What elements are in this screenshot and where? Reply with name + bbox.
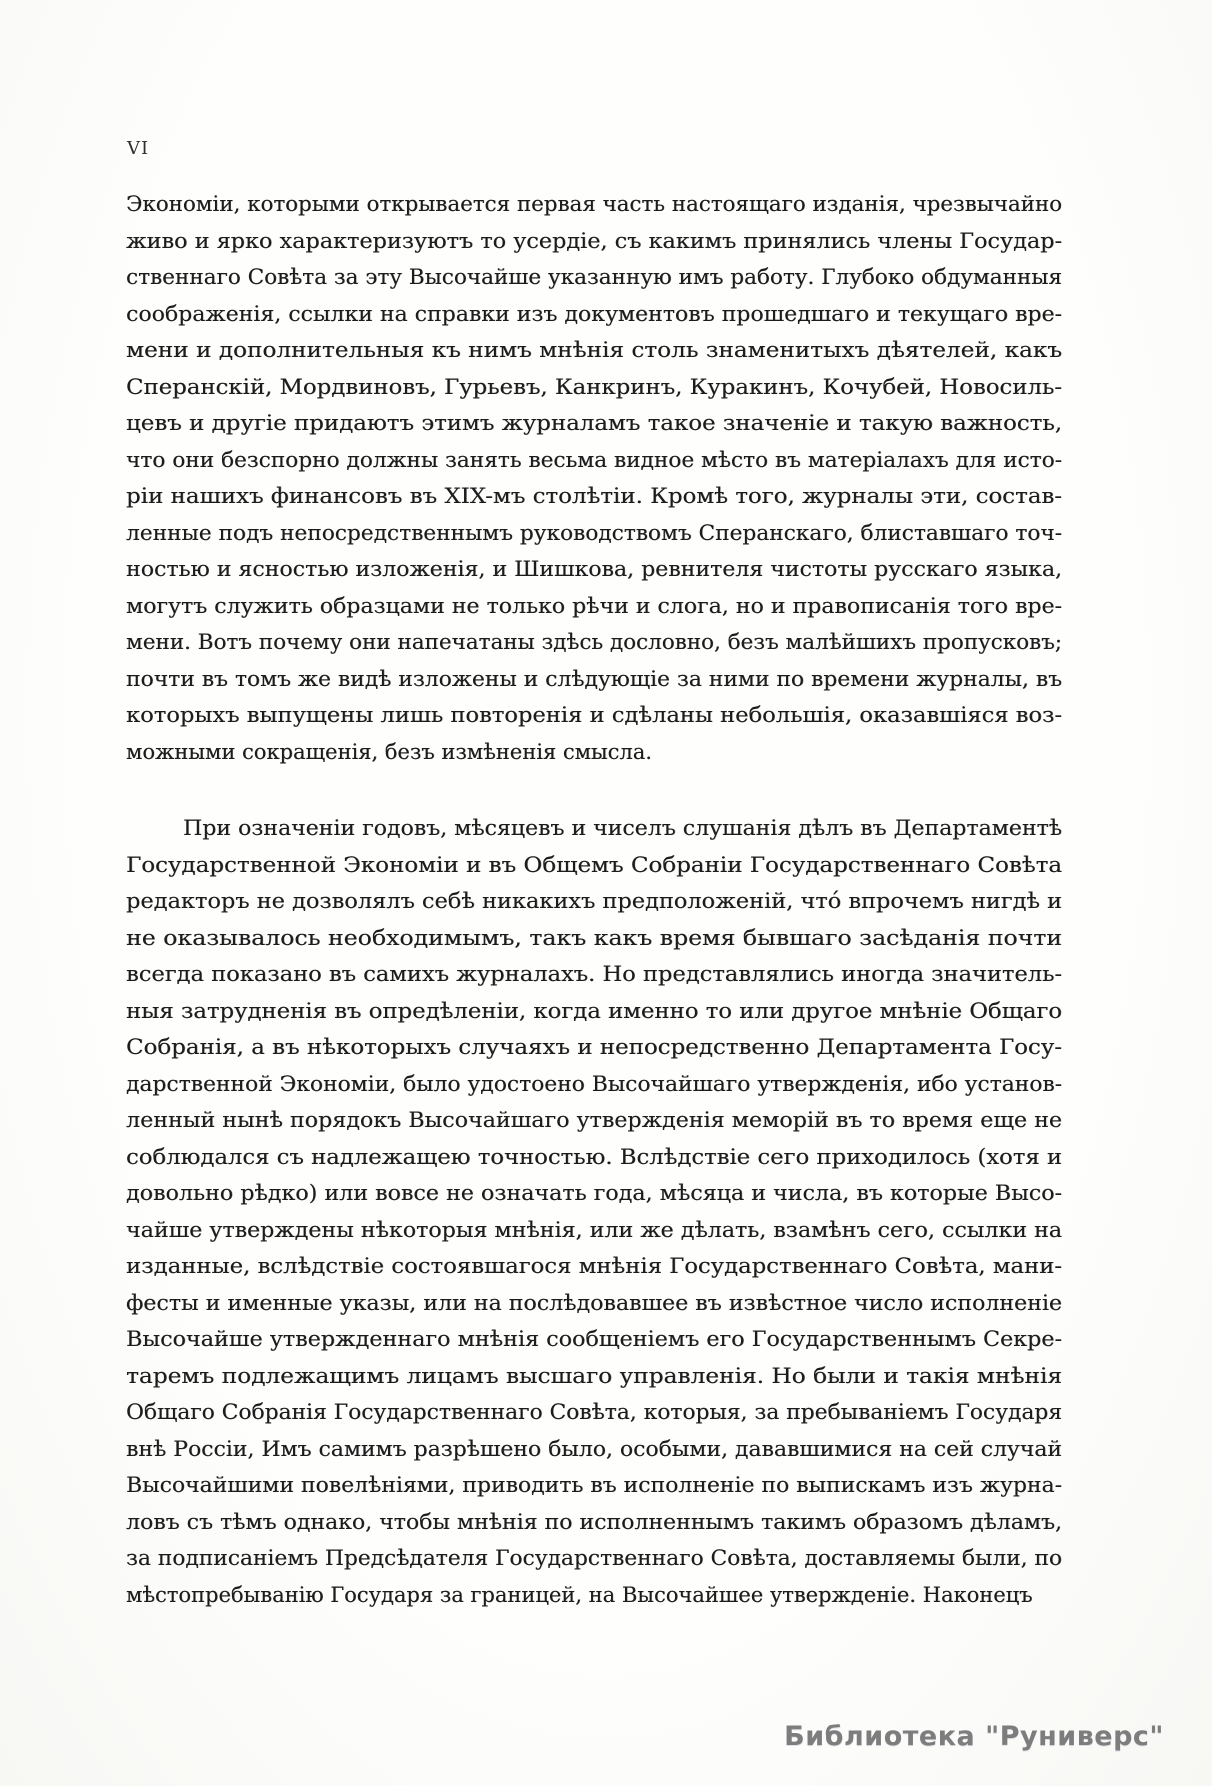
text-line: Общаго Собранія Государственнаго Совѣта, которыя, за пребываніемъ Государя [126, 1400, 1062, 1424]
text-line: Сперанскій, Мордвиновъ, Гурьевъ, Канкринъ, Куракинъ, Кочубей, Новосиль- [126, 374, 1062, 399]
text-line: Высочайшими повелѣніями, приводить въ исполненіе по выпискамъ изъ журна- [126, 1473, 1062, 1497]
text-line: могутъ служить образцами не только рѣчи и слога, но и правописанія того вре- [126, 593, 1062, 618]
body-text [126, 186, 1062, 1613]
text-line: изданные, вслѣдствіе состоявшагося мнѣнія Государственнаго Совѣта, мани- [126, 1254, 1062, 1278]
text-line: довольно рѣдко) или вовсе не означать года, мѣсяца и числа, въ которые Высо- [126, 1181, 1062, 1205]
text-line: ловъ съ тѣмъ однако, чтобы мнѣнія по исполненнымъ такимъ образомъ дѣламъ, [126, 1509, 1062, 1534]
text-line: дарственной Экономіи, было удостоено Высочайшаго утвержденія, ибо установ- [126, 1071, 1062, 1096]
text-line: цевъ и другіе придаютъ этимъ журналамъ такое значеніе и такую важность, [126, 411, 1062, 435]
text-line: ственнаго Совѣта за эту Высочайше указанную имъ работу. Глубоко обдуманныя [126, 265, 1062, 289]
text-line: живо и ярко характеризуютъ то усердіе, съ какимъ принялись члены Государ- [126, 228, 1062, 253]
text-line: Высочайше утвержденнаго мнѣнія сообщеніемъ его Государственнымъ Секре- [126, 1327, 1062, 1351]
text-line: мени и дополнительныя къ нимъ мнѣнія столь знаменитыхъ дѣятелей, какъ [126, 338, 1062, 362]
paragraph [126, 810, 1062, 1613]
text-line: редакторъ не дозволялъ себѣ никакихъ предположеній, что́ впрочемъ нигдѣ и [126, 889, 1062, 913]
text-line: ленные подъ непосредственнымъ руководствомъ Сперанскаго, блиставшаго точ- [126, 520, 1062, 545]
text-line: почти въ томъ же видѣ изложены и слѣдующіе за ними по времени журналы, въ [126, 666, 1062, 691]
text-line: соображенія, ссылки на справки изъ документовъ прошедшаго и текущаго вре- [126, 301, 1062, 326]
text-line: что они безспорно должны занять весьма видное мѣсто въ матеріалахъ для исто- [126, 447, 1062, 472]
text-line: ностью и ясностью изложенія, и Шишкова, ревнителя чистоты русскаго языка, [126, 557, 1062, 581]
text-line: мени. Вотъ почему они напечатаны здѣсь дословно, безъ малѣйшихъ пропусковъ; [126, 630, 1062, 654]
text-line: которыхъ выпущены лишь повторенія и сдѣланы небольшія, оказавшіяся воз- [126, 703, 1062, 727]
text-line: внѣ Россіи, Имъ самимъ разрѣшено было, особыми, дававшимися на сей случай [126, 1436, 1062, 1461]
text-line: соблюдался съ надлежащею точностью. Вслѣдствіе сего приходилось (хотя и [126, 1144, 1062, 1169]
text-line: таремъ подлежащимъ лицамъ высшаго управленія. Но были и такія мнѣнія [126, 1363, 1062, 1388]
text-line: Экономіи, которыми открывается первая часть настоящаго изданія, чрезвычайно [126, 192, 1062, 216]
page-number: VI [127, 138, 150, 159]
text-line: ленный нынѣ порядокъ Высочайшаго утвержденія меморій въ то время еще не [126, 1108, 1062, 1132]
text-line: мѣстопребыванію Государя за границей, на Высочайшее утвержденіе. Наконецъ [126, 1582, 1033, 1607]
text-line: можными сокращенія, безъ измѣненія смысла. [126, 739, 652, 764]
text-line: ныя затрудненія въ опредѣленіи, когда именно то или другое мнѣніе Общаго [126, 998, 1062, 1023]
text-line: всегда показано въ самихъ журналахъ. Но представлялись иногда значитель- [126, 962, 1062, 986]
text-line: не оказывалось необходимымъ, такъ какъ время бывшаго засѣданія почти [126, 925, 1062, 950]
text-line: за подписаніемъ Предсѣдателя Государственнаго Совѣта, доставляемы были, по [126, 1546, 1062, 1570]
text-line: фесты и именные указы, или на послѣдовавшее въ извѣстное число исполненіе [126, 1290, 1062, 1315]
text-line: чайше утверждены нѣкоторыя мнѣнія, или же дѣлать, взамѣнъ сего, ссылки на [126, 1217, 1062, 1242]
paragraph [126, 186, 1062, 770]
text-line: При означеніи годовъ, мѣсяцевъ и чиселъ слушанія дѣлъ въ Департаментѣ [183, 816, 1062, 840]
library-watermark: Библиотека "Руниверс" [784, 1721, 1164, 1752]
text-line: Государственной Экономіи и въ Общемъ Собраніи Государственнаго Совѣта [126, 852, 1062, 877]
text-line: ріи нашихъ финансовъ въ XIX-мъ столѣтіи. Кромѣ того, журналы эти, состав- [126, 484, 1062, 508]
text-line: Собранія, а въ нѣкоторыхъ случаяхъ и непосредственно Департамента Госу- [126, 1035, 1062, 1059]
